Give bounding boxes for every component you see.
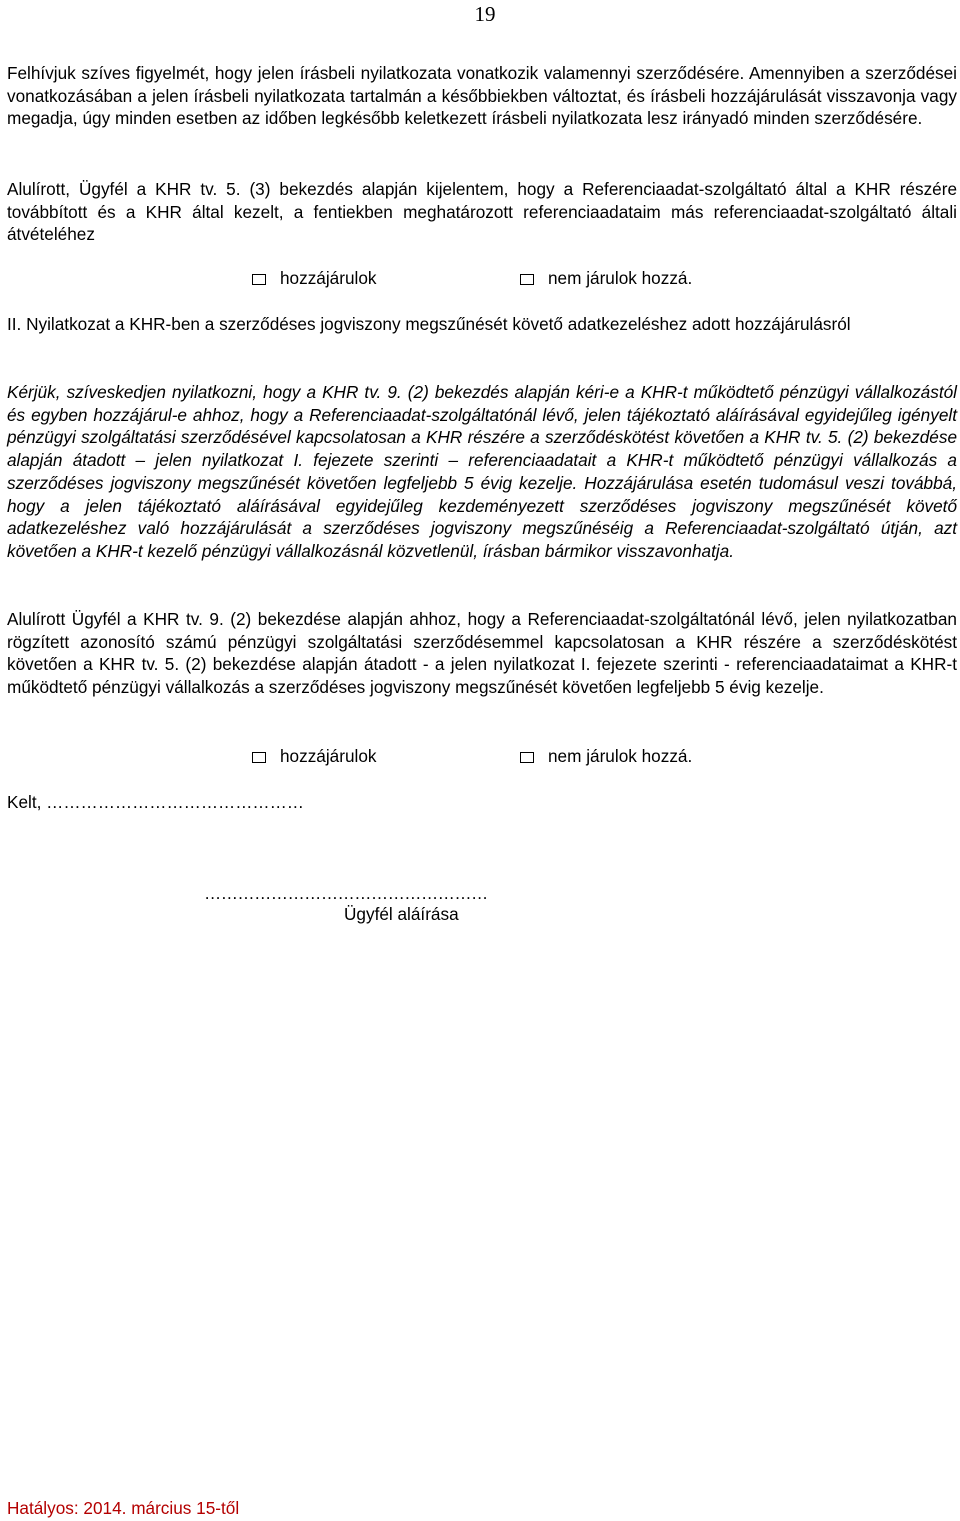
intro-paragraph: Felhívjuk szíves figyelmét, hogy jelen írásbeli nyilatkozata vonatkozik valamennyi szerződésére. Amennyiben a szerződései vonatkozásában a jelen írásbeli nyilatkozata tartalmán a későbbiekben változtat, és írásbeli hozzájárulását visszavonja vagy megadja, úgy minden esetben az időben legkésőbb keletkezett írásbeli nyilatkozata lesz irányadó minden szerződésére. (7, 63, 957, 129)
section2-decline-option[interactable] (520, 745, 692, 767)
effective-date-footer: Hatályos: 2014. március 15-től (7, 1498, 240, 1518)
decline-checkbox[interactable] (520, 274, 534, 285)
signature-line[interactable]: …………………………………………… (204, 883, 488, 903)
section2-statement: Alulírott Ügyfél a KHR tv. 9. (2) bekezdése alapján ahhoz, hogy a Referenciaadat-szolgáltatónál lévő, jelen nyilatkozatban rögzített azonosító számú pénzügyi szolgáltatási szerződésemmel kapcsolatosan a KHR részére a szerződéskötést követően a KHR tv. 5. (2) bekezdése alapján átadott - a jelen nyilatkozat I. fejezete szerinti - referenciaadataimat a KHR-t működtető pénzügyi vállalkozás a szerződéses jogviszony megszűnését követően legfeljebb 5 évig kezelje. (7, 609, 957, 698)
place-date-field[interactable]: Kelt, ……………………………………… (7, 792, 304, 812)
section1-consent-option[interactable] (252, 267, 377, 289)
consent-checkbox[interactable] (252, 752, 266, 763)
section2-heading: II. Nyilatkozat a KHR-ben a szerződéses jogviszony megszűnését követő adatkezeléshez adott hozzájárulásról (7, 314, 851, 334)
section2-consent-option[interactable] (252, 745, 377, 767)
page-number: 19 (474, 2, 496, 26)
consent-checkbox[interactable] (252, 274, 266, 285)
consent-label: hozzájárulok (280, 746, 377, 766)
consent-label: hozzájárulok (280, 268, 377, 288)
signature-label: Ügyfél aláírása (344, 904, 459, 924)
decline-label: nem járulok hozzá. (548, 746, 693, 766)
decline-label: nem járulok hozzá. (548, 268, 693, 288)
decline-checkbox[interactable] (520, 752, 534, 763)
section1-paragraph: Alulírott, Ügyfél a KHR tv. 5. (3) bekezdés alapján kijelentem, hogy a Referenciaadat-szolgáltató által a KHR részére továbbított és a KHR által kezelt, a fentiekben meghatározott referenciaadataim más referenciaadat-szolgáltató általi átvételéhez (7, 179, 957, 245)
section2-italic-paragraph: Kérjük, szíveskedjen nyilatkozni, hogy a KHR tv. 9. (2) bekezdés alapján kéri-e a KHR-t működtető pénzügyi vállalkozástól és egyben hozzájárul-e ahhoz, hogy a Referenciaadat-szolgáltatónál lévő, jelen tájékoztató aláírásával egyidejűleg igényelt pénzügyi szolgáltatási szerződésével kapcsolatosan a KHR részére a szerződéskötést követően a KHR tv. 5. (2) bekezdése alapján átadott – jelen nyilatkozat I. fejezete szerinti – referenciaadatait a KHR-t működtető pénzügyi vállalkozás a szerződéses jogviszony megszűnését követően legfeljebb 5 évig kezelje. Hozzájárulása esetén tudomásul veszi továbbá, hogy a jelen tájékoztató aláírásával egyidejűleg kezdeményezett szerződéses jogviszony megszűnését követő adatkezeléshez való hozzájárulását a szerződéses jogviszony megszűnéséig a Referenciaadat-szolgáltató útján, azt követően a KHR-t kezelő pénzügyi vállalkozásnál közvetlenül, írásban bármikor visszavonhatja. (7, 382, 957, 561)
section1-decline-option[interactable] (520, 267, 692, 289)
